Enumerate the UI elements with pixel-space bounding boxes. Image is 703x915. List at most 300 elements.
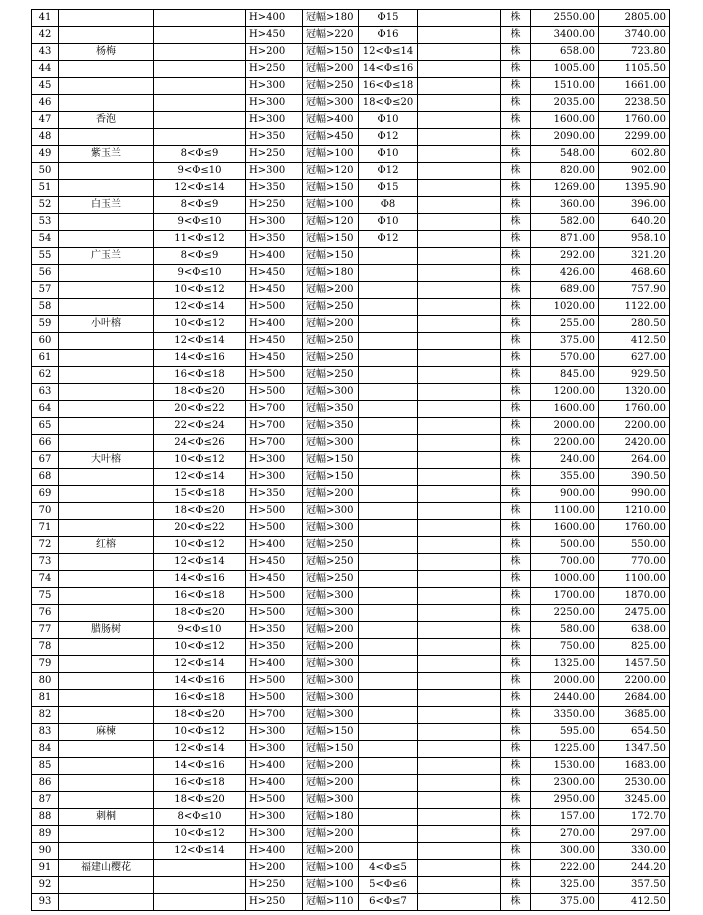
crown-spec-cell: 冠幅>180: [303, 809, 359, 826]
plant-name-cell: [59, 690, 154, 707]
unit-price-cell: 2000.00: [531, 673, 599, 690]
plant-name-cell: [59, 299, 154, 316]
unit-price-cell: 570.00: [531, 350, 599, 367]
height-spec-cell: H>500: [246, 690, 303, 707]
table-row: [32, 452, 670, 469]
trunk-spec-cell: 15<Φ≤18: [154, 486, 246, 503]
unit-cell: 株: [501, 673, 531, 690]
table-row: [32, 537, 670, 554]
unit-cell: 株: [501, 248, 531, 265]
row-number-cell: 69: [32, 486, 59, 503]
ground-diameter-spec-cell: Φ15: [359, 10, 418, 27]
blank-column-cell: [418, 401, 501, 418]
blank-column-cell: [418, 673, 501, 690]
unit-price-cell: 820.00: [531, 163, 599, 180]
crown-spec-cell: 冠幅>350: [303, 401, 359, 418]
unit-price-cell: 900.00: [531, 486, 599, 503]
crown-spec-cell: 冠幅>300: [303, 707, 359, 724]
plant-name-cell: [59, 469, 154, 486]
total-price-cell: 264.00: [599, 452, 670, 469]
ground-diameter-spec-cell: Φ16: [359, 27, 418, 44]
trunk-spec-cell: 16<Φ≤18: [154, 775, 246, 792]
height-spec-cell: H>350: [246, 639, 303, 656]
crown-spec-cell: 冠幅>200: [303, 61, 359, 78]
unit-cell: 株: [501, 95, 531, 112]
trunk-spec-cell: 14<Φ≤16: [154, 758, 246, 775]
plant-name-cell: [59, 418, 154, 435]
crown-spec-cell: 冠幅>250: [303, 333, 359, 350]
table-row: [32, 197, 670, 214]
ground-diameter-spec-cell: [359, 418, 418, 435]
trunk-spec-cell: [154, 95, 246, 112]
plant-name-cell: [59, 503, 154, 520]
unit-price-cell: 2090.00: [531, 129, 599, 146]
unit-cell: 株: [501, 316, 531, 333]
table-row: [32, 112, 670, 129]
unit-cell: 株: [501, 197, 531, 214]
ground-diameter-spec-cell: [359, 401, 418, 418]
total-price-cell: 330.00: [599, 843, 670, 860]
table-row: [32, 877, 670, 894]
table-row: [32, 520, 670, 537]
row-number-cell: 45: [32, 78, 59, 95]
total-price-cell: 958.10: [599, 231, 670, 248]
blank-column-cell: [418, 860, 501, 877]
row-number-cell: 90: [32, 843, 59, 860]
total-price-cell: 990.00: [599, 486, 670, 503]
ground-diameter-spec-cell: Φ8: [359, 197, 418, 214]
ground-diameter-spec-cell: [359, 503, 418, 520]
plant-name-cell: [59, 656, 154, 673]
height-spec-cell: H>500: [246, 367, 303, 384]
table-row: [32, 486, 670, 503]
unit-price-cell: 270.00: [531, 826, 599, 843]
unit-cell: 株: [501, 792, 531, 809]
table-row: [32, 78, 670, 95]
row-number-cell: 64: [32, 401, 59, 418]
table-row: [32, 180, 670, 197]
height-spec-cell: H>450: [246, 333, 303, 350]
crown-spec-cell: 冠幅>300: [303, 673, 359, 690]
unit-price-cell: 1200.00: [531, 384, 599, 401]
table-row: [32, 894, 670, 911]
row-number-cell: 57: [32, 282, 59, 299]
table-row: [32, 44, 670, 61]
plant-name-cell: [59, 775, 154, 792]
height-spec-cell: H>500: [246, 673, 303, 690]
row-number-cell: 80: [32, 673, 59, 690]
plant-name-cell: [59, 350, 154, 367]
ground-diameter-spec-cell: [359, 265, 418, 282]
row-number-cell: 52: [32, 197, 59, 214]
trunk-spec-cell: [154, 860, 246, 877]
total-price-cell: 2805.00: [599, 10, 670, 27]
unit-cell: 株: [501, 741, 531, 758]
total-price-cell: 2420.00: [599, 435, 670, 452]
crown-spec-cell: 冠幅>200: [303, 758, 359, 775]
plant-name-cell: [59, 282, 154, 299]
unit-price-cell: 157.00: [531, 809, 599, 826]
plant-name-cell: 香泡: [59, 112, 154, 129]
total-price-cell: 1457.50: [599, 656, 670, 673]
unit-cell: 株: [501, 401, 531, 418]
blank-column-cell: [418, 146, 501, 163]
table-row: [32, 588, 670, 605]
ground-diameter-spec-cell: Φ10: [359, 146, 418, 163]
crown-spec-cell: 冠幅>220: [303, 27, 359, 44]
row-number-cell: 71: [32, 520, 59, 537]
total-price-cell: 638.00: [599, 622, 670, 639]
total-price-cell: 654.50: [599, 724, 670, 741]
unit-price-cell: 500.00: [531, 537, 599, 554]
ground-diameter-spec-cell: [359, 248, 418, 265]
unit-cell: 株: [501, 826, 531, 843]
trunk-spec-cell: 9<Φ≤10: [154, 622, 246, 639]
row-number-cell: 73: [32, 554, 59, 571]
trunk-spec-cell: 20<Φ≤22: [154, 520, 246, 537]
ground-diameter-spec-cell: [359, 350, 418, 367]
table-row: [32, 146, 670, 163]
row-number-cell: 79: [32, 656, 59, 673]
total-price-cell: 297.00: [599, 826, 670, 843]
height-spec-cell: H>300: [246, 741, 303, 758]
table-row: [32, 741, 670, 758]
height-spec-cell: H>250: [246, 61, 303, 78]
ground-diameter-spec-cell: [359, 571, 418, 588]
total-price-cell: 1683.00: [599, 758, 670, 775]
height-spec-cell: H>500: [246, 384, 303, 401]
ground-diameter-spec-cell: Φ12: [359, 129, 418, 146]
ground-diameter-spec-cell: [359, 775, 418, 792]
ground-diameter-spec-cell: [359, 282, 418, 299]
total-price-cell: 390.50: [599, 469, 670, 486]
height-spec-cell: H>450: [246, 554, 303, 571]
plant-name-cell: 福建山樱花: [59, 860, 154, 877]
crown-spec-cell: 冠幅>180: [303, 10, 359, 27]
unit-price-cell: 658.00: [531, 44, 599, 61]
row-number-cell: 72: [32, 537, 59, 554]
height-spec-cell: H>400: [246, 248, 303, 265]
crown-spec-cell: 冠幅>100: [303, 860, 359, 877]
table-row: [32, 163, 670, 180]
total-price-cell: 550.00: [599, 537, 670, 554]
row-number-cell: 87: [32, 792, 59, 809]
trunk-spec-cell: 22<Φ≤24: [154, 418, 246, 435]
total-price-cell: 929.50: [599, 367, 670, 384]
blank-column-cell: [418, 775, 501, 792]
blank-column-cell: [418, 95, 501, 112]
table-row: [32, 673, 670, 690]
row-number-cell: 55: [32, 248, 59, 265]
unit-cell: 株: [501, 520, 531, 537]
row-number-cell: 51: [32, 180, 59, 197]
total-price-cell: 602.80: [599, 146, 670, 163]
trunk-spec-cell: 12<Φ≤14: [154, 333, 246, 350]
table-row: [32, 95, 670, 112]
height-spec-cell: H>250: [246, 197, 303, 214]
unit-cell: 株: [501, 333, 531, 350]
height-spec-cell: H>450: [246, 265, 303, 282]
crown-spec-cell: 冠幅>200: [303, 316, 359, 333]
trunk-spec-cell: 11<Φ≤12: [154, 231, 246, 248]
row-number-cell: 43: [32, 44, 59, 61]
ground-diameter-spec-cell: 12<Φ≤14: [359, 44, 418, 61]
total-price-cell: 1760.00: [599, 401, 670, 418]
crown-spec-cell: 冠幅>300: [303, 520, 359, 537]
blank-column-cell: [418, 639, 501, 656]
unit-price-cell: 1100.00: [531, 503, 599, 520]
total-price-cell: 1347.50: [599, 741, 670, 758]
total-price-cell: 1100.00: [599, 571, 670, 588]
crown-spec-cell: 冠幅>300: [303, 690, 359, 707]
table-row: [32, 214, 670, 231]
unit-cell: 株: [501, 588, 531, 605]
plant-name-cell: 小叶榕: [59, 316, 154, 333]
crown-spec-cell: 冠幅>250: [303, 554, 359, 571]
unit-price-cell: 1510.00: [531, 78, 599, 95]
crown-spec-cell: 冠幅>200: [303, 282, 359, 299]
height-spec-cell: H>200: [246, 860, 303, 877]
trunk-spec-cell: 14<Φ≤16: [154, 350, 246, 367]
crown-spec-cell: 冠幅>250: [303, 367, 359, 384]
plant-name-cell: [59, 384, 154, 401]
unit-price-cell: 2035.00: [531, 95, 599, 112]
total-price-cell: 2200.00: [599, 673, 670, 690]
crown-spec-cell: 冠幅>150: [303, 248, 359, 265]
unit-price-cell: 595.00: [531, 724, 599, 741]
crown-spec-cell: 冠幅>150: [303, 469, 359, 486]
unit-cell: 株: [501, 282, 531, 299]
plant-name-cell: [59, 333, 154, 350]
table-row: [32, 571, 670, 588]
blank-column-cell: [418, 656, 501, 673]
height-spec-cell: H>400: [246, 775, 303, 792]
blank-column-cell: [418, 350, 501, 367]
height-spec-cell: H>250: [246, 146, 303, 163]
plant-name-cell: 广玉兰: [59, 248, 154, 265]
trunk-spec-cell: 16<Φ≤18: [154, 367, 246, 384]
unit-cell: 株: [501, 639, 531, 656]
crown-spec-cell: 冠幅>150: [303, 231, 359, 248]
row-number-cell: 75: [32, 588, 59, 605]
row-number-cell: 58: [32, 299, 59, 316]
unit-cell: 株: [501, 554, 531, 571]
ground-diameter-spec-cell: [359, 843, 418, 860]
blank-column-cell: [418, 435, 501, 452]
height-spec-cell: H>300: [246, 724, 303, 741]
unit-cell: 株: [501, 537, 531, 554]
table-row: [32, 554, 670, 571]
unit-cell: 株: [501, 452, 531, 469]
ground-diameter-spec-cell: [359, 469, 418, 486]
trunk-spec-cell: 20<Φ≤22: [154, 401, 246, 418]
row-number-cell: 82: [32, 707, 59, 724]
crown-spec-cell: 冠幅>150: [303, 741, 359, 758]
unit-cell: 株: [501, 61, 531, 78]
blank-column-cell: [418, 520, 501, 537]
row-number-cell: 78: [32, 639, 59, 656]
unit-cell: 株: [501, 775, 531, 792]
unit-cell: 株: [501, 78, 531, 95]
height-spec-cell: H>700: [246, 435, 303, 452]
unit-price-cell: 1269.00: [531, 180, 599, 197]
row-number-cell: 76: [32, 605, 59, 622]
trunk-spec-cell: [154, 877, 246, 894]
total-price-cell: 640.20: [599, 214, 670, 231]
table-row: [32, 656, 670, 673]
table-row: [32, 758, 670, 775]
trunk-spec-cell: 10<Φ≤12: [154, 724, 246, 741]
trunk-spec-cell: 12<Φ≤14: [154, 741, 246, 758]
table-row: [32, 639, 670, 656]
total-price-cell: 2200.00: [599, 418, 670, 435]
trunk-spec-cell: [154, 78, 246, 95]
trunk-spec-cell: 16<Φ≤18: [154, 588, 246, 605]
ground-diameter-spec-cell: Φ15: [359, 180, 418, 197]
ground-diameter-spec-cell: [359, 554, 418, 571]
height-spec-cell: H>450: [246, 571, 303, 588]
plant-name-cell: 杨梅: [59, 44, 154, 61]
unit-cell: 株: [501, 180, 531, 197]
trunk-spec-cell: 8<Φ≤10: [154, 809, 246, 826]
plant-name-cell: 紫玉兰: [59, 146, 154, 163]
blank-column-cell: [418, 877, 501, 894]
height-spec-cell: H>500: [246, 605, 303, 622]
total-price-cell: 757.90: [599, 282, 670, 299]
plant-name-cell: [59, 486, 154, 503]
row-number-cell: 88: [32, 809, 59, 826]
unit-cell: 株: [501, 503, 531, 520]
total-price-cell: 2238.50: [599, 95, 670, 112]
blank-column-cell: [418, 248, 501, 265]
ground-diameter-spec-cell: 5<Φ≤6: [359, 877, 418, 894]
blank-column-cell: [418, 61, 501, 78]
blank-column-cell: [418, 265, 501, 282]
blank-column-cell: [418, 129, 501, 146]
table-row: [32, 435, 670, 452]
row-number-cell: 84: [32, 741, 59, 758]
ground-diameter-spec-cell: [359, 690, 418, 707]
trunk-spec-cell: 12<Φ≤14: [154, 469, 246, 486]
plant-name-cell: [59, 231, 154, 248]
unit-price-cell: 2000.00: [531, 418, 599, 435]
crown-spec-cell: 冠幅>350: [303, 418, 359, 435]
ground-diameter-spec-cell: [359, 622, 418, 639]
table-row: [32, 367, 670, 384]
height-spec-cell: H>300: [246, 452, 303, 469]
row-number-cell: 53: [32, 214, 59, 231]
unit-cell: 株: [501, 656, 531, 673]
ground-diameter-spec-cell: [359, 452, 418, 469]
table-row: [32, 231, 670, 248]
ground-diameter-spec-cell: Φ10: [359, 112, 418, 129]
total-price-cell: 1122.00: [599, 299, 670, 316]
height-spec-cell: H>700: [246, 418, 303, 435]
total-price-cell: 321.20: [599, 248, 670, 265]
height-spec-cell: H>300: [246, 163, 303, 180]
blank-column-cell: [418, 894, 501, 911]
blank-column-cell: [418, 282, 501, 299]
unit-price-cell: 360.00: [531, 197, 599, 214]
row-number-cell: 60: [32, 333, 59, 350]
trunk-spec-cell: 9<Φ≤10: [154, 163, 246, 180]
plant-name-cell: 大叶榕: [59, 452, 154, 469]
total-price-cell: 1760.00: [599, 520, 670, 537]
blank-column-cell: [418, 843, 501, 860]
crown-spec-cell: 冠幅>250: [303, 78, 359, 95]
trunk-spec-cell: 12<Φ≤14: [154, 843, 246, 860]
trunk-spec-cell: 18<Φ≤20: [154, 707, 246, 724]
plant-name-cell: [59, 129, 154, 146]
height-spec-cell: H>250: [246, 877, 303, 894]
plant-name-cell: 腊肠树: [59, 622, 154, 639]
unit-price-cell: 325.00: [531, 877, 599, 894]
unit-cell: 株: [501, 44, 531, 61]
blank-column-cell: [418, 452, 501, 469]
crown-spec-cell: 冠幅>250: [303, 299, 359, 316]
trunk-spec-cell: 10<Φ≤12: [154, 316, 246, 333]
plant-name-cell: [59, 639, 154, 656]
height-spec-cell: H>500: [246, 520, 303, 537]
unit-price-cell: 2950.00: [531, 792, 599, 809]
crown-spec-cell: 冠幅>110: [303, 894, 359, 911]
crown-spec-cell: 冠幅>200: [303, 486, 359, 503]
plant-name-cell: [59, 741, 154, 758]
row-number-cell: 89: [32, 826, 59, 843]
ground-diameter-spec-cell: 6<Φ≤7: [359, 894, 418, 911]
ground-diameter-spec-cell: [359, 673, 418, 690]
unit-cell: 株: [501, 622, 531, 639]
height-spec-cell: H>300: [246, 112, 303, 129]
crown-spec-cell: 冠幅>200: [303, 622, 359, 639]
unit-price-cell: 2250.00: [531, 605, 599, 622]
row-number-cell: 83: [32, 724, 59, 741]
ground-diameter-spec-cell: [359, 384, 418, 401]
crown-spec-cell: 冠幅>200: [303, 843, 359, 860]
trunk-spec-cell: [154, 44, 246, 61]
unit-price-cell: 1005.00: [531, 61, 599, 78]
height-spec-cell: H>350: [246, 622, 303, 639]
blank-column-cell: [418, 316, 501, 333]
trunk-spec-cell: 14<Φ≤16: [154, 673, 246, 690]
blank-column-cell: [418, 792, 501, 809]
table-row: [32, 316, 670, 333]
table-row: [32, 809, 670, 826]
unit-cell: 株: [501, 843, 531, 860]
ground-diameter-spec-cell: [359, 741, 418, 758]
total-price-cell: 2684.00: [599, 690, 670, 707]
row-number-cell: 56: [32, 265, 59, 282]
unit-price-cell: 292.00: [531, 248, 599, 265]
total-price-cell: 3685.00: [599, 707, 670, 724]
crown-spec-cell: 冠幅>150: [303, 44, 359, 61]
blank-column-cell: [418, 299, 501, 316]
plant-name-cell: [59, 894, 154, 911]
crown-spec-cell: 冠幅>180: [303, 265, 359, 282]
price-table-body: [32, 10, 670, 911]
trunk-spec-cell: 12<Φ≤14: [154, 554, 246, 571]
plant-name-cell: [59, 571, 154, 588]
unit-price-cell: 240.00: [531, 452, 599, 469]
trunk-spec-cell: 14<Φ≤16: [154, 571, 246, 588]
trunk-spec-cell: [154, 129, 246, 146]
table-row: [32, 27, 670, 44]
total-price-cell: 1320.00: [599, 384, 670, 401]
unit-cell: 株: [501, 707, 531, 724]
ground-diameter-spec-cell: 16<Φ≤18: [359, 78, 418, 95]
unit-price-cell: 750.00: [531, 639, 599, 656]
total-price-cell: 3740.00: [599, 27, 670, 44]
